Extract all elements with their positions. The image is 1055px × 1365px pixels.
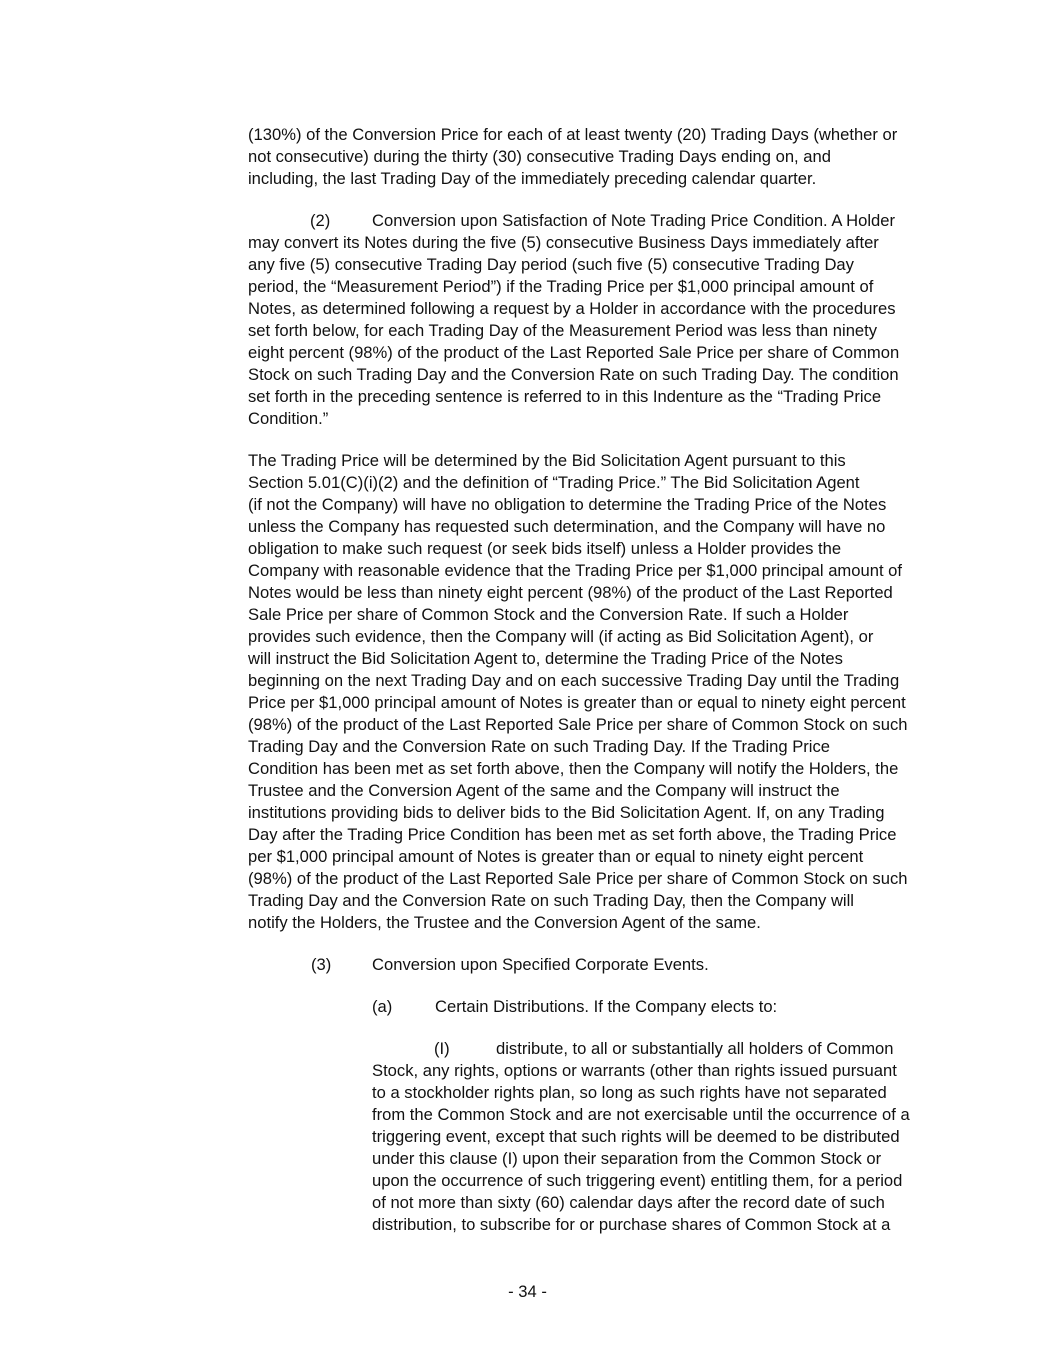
paragraph-clause-i <box>372 1038 938 1236</box>
document-body <box>248 124 938 1253</box>
subsection-letter: (a) <box>372 997 393 1016</box>
clause-i-text: distribute, to all or substantially all holders of Common Stock, any rights, options or warrants (other than rights issued pursuant to a stockholder rights plan, so long as such rights have not separated from the Common Stock and are not exercisable until the occurrence of a triggering event, except that such rights will be deemed to be distributed under this clause (I) upon their separation from the Common Stock or upon the occurrence of such triggering event) entitling them, for a period of not more than sixty (60) calendar days after the record date of such distribution, to subscribe for or purchase shares of Common Stock at a <box>372 1039 910 1234</box>
page-number: - 34 - <box>508 1282 547 1301</box>
subsection-a-heading: Certain Distributions. If the Company elects to: <box>435 997 778 1016</box>
paragraph-section-2 <box>248 210 938 430</box>
section-number: (2) <box>310 211 331 230</box>
paragraph-subsection-a <box>248 996 938 1018</box>
section-2-text: Conversion upon Satisfaction of Note Trading Price Condition. A Holder may convert its Notes during the five (5) consecutive Business Days immediately after any five (5) consecutive Trading Day period (such five (5) consecutive Trading Day period, the “Measurement Period”) if the Trading Price per $1,000 principal amount of Notes, as determined following a request by a Holder in accordance with the procedures set forth below, for each Trading Day of the Measurement Period was less than ninety eight percent (98%) of the product of the Last Reported Sale Price per share of Common Stock on such Trading Day and the Conversion Rate on such Trading Day. The condition set forth in the preceding sentence is referred to in this Indenture as the “Trading Price Condition.” <box>248 211 900 428</box>
clause-number: (I) <box>434 1039 450 1058</box>
section-3-heading: Conversion upon Specified Corporate Events. <box>372 955 709 974</box>
paragraph-section-3 <box>248 954 938 976</box>
paragraph-trading-price: The Trading Price will be determined by the Bid Solicitation Agent pursuant to this Section 5.01(C)(i)(2) and the definition of “Trading Price.” The Bid Solicitation Agent (if not the Company) will have no obligation to determine the Trading Price of the Notes unless the Company has requested such determination, and the Company will have no obligation to make such request (or seek bids itself) unless a Holder provides the Company with reasonable evidence that the Trading Price per $1,000 principal amount of Notes would be less than ninety eight percent (98%) of the product of the Last Reported Sale Price per share of Common Stock and the Conversion Rate. If such a Holder provides such evidence, then the Company will (if acting as Bid Solicitation Agent), or will instruct the Bid Solicitation Agent to, determine the Trading Price of the Notes beginning on the next Trading Day and on each successive Trading Day until the Trading Price per $1,000 principal amount of Notes is greater than or equal to ninety eight percent (98%) of the product of the Last Reported Sale Price per share of Common Stock on such Trading Day and the Conversion Rate on such Trading Day. If the Trading Price Condition has been met as set forth above, then the Company will notify the Holders, the Trustee and the Conversion Agent of the same and the Company will instruct the institutions providing bids to deliver bids to the Bid Solicitation Agent. If, on any Trading Day after the Trading Price Condition has been met as set forth above, the Trading Price per $1,000 principal amount of Notes is greater than or equal to ninety eight percent (98%) of the product of the Last Reported Sale Price per share of Common Stock on such Trading Day and the Conversion Rate on such Trading Day, then the Company will notify the Holders, the Trustee and the Conversion Agent of the same. <box>248 451 908 932</box>
paragraph-continuation: (130%) of the Conversion Price for each of at least twenty (20) Trading Days (whether or not consecutive) during the thirty (30) consecutive Trading Days ending on, and including, the last Trading Day of the immediately preceding calendar quarter. <box>248 125 898 188</box>
section-number: (3) <box>311 955 332 974</box>
